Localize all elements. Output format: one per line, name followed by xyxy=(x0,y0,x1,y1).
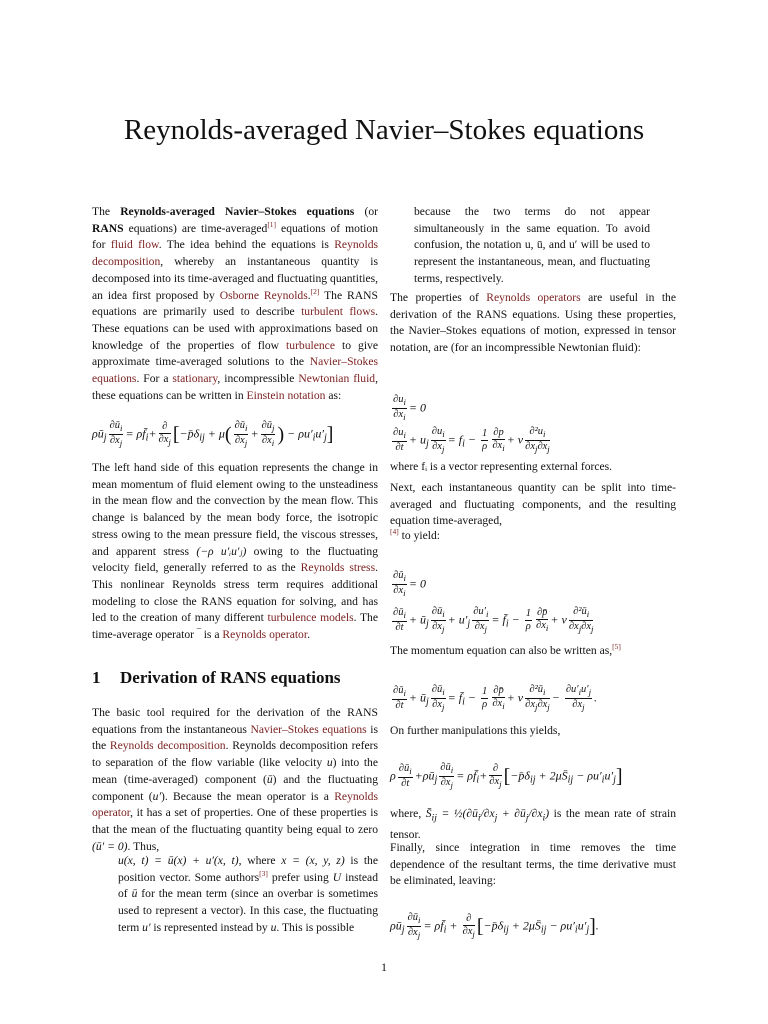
link-reynolds-operator-2[interactable]: Reynolds operator xyxy=(92,789,378,820)
citation-5[interactable]: [5] xyxy=(612,642,621,652)
steady-rans-equation: $\rho ū_j$ $\frac{\partial ū_i}{\partial x_j}$ = $\rho f̄_i$ + $\frac{\partial}{\partial x_j}$ [$-p̄\delta_{ij}$ + $2\mu S̄_{ij} - \rho u'_iu'_j$]. xyxy=(390,912,599,941)
strain-form-equation: ρ $\frac{\partial ū_i}{\partial t}$ $+\rho ū_j$ $\frac{\partial ū_i}{\partial x_j}$ = $\rho f̄_i+$ $\frac{\partial}{\partial x_j}$ [$-p̄\delta_{ij}$ + $2\mu S̄_{ij} - \rho u'_iu'_j$] xyxy=(390,762,623,791)
citation-3[interactable]: [3] xyxy=(259,868,268,878)
link-reynolds-stress[interactable]: Reynolds stress xyxy=(300,561,376,575)
link-navier-stokes[interactable]: Navier–Stokes equations xyxy=(92,355,378,386)
continuity-equation: $\frac{\partial u_i}{\partial x_i}$ = 0 xyxy=(393,394,426,423)
link-einstein-notation[interactable]: Einstein notation xyxy=(246,388,326,402)
link-newtonian-fluid[interactable]: Newtonian fluid xyxy=(298,372,376,386)
term-rans-full: Reynolds-averaged Navier–Stokes equations xyxy=(120,205,355,218)
mean-continuity-equation: $\frac{\partial ū_i}{\partial x_i}$ = 0 xyxy=(393,570,426,599)
link-turbulent-flows[interactable]: turbulent flows xyxy=(301,305,376,319)
section-heading xyxy=(92,668,341,688)
intro-paragraph: The Reynolds-averaged Navier–Stokes equations (or RANS equations) are time-averaged[1] equations of motion for fluid flow. The idea behind the equations is Reynolds decomposition, whereby an instantaneous quantity is decomposed into its time-averaged and fluctuating quantities, an idea first proposed by Osborne Reynolds.[2] The RANS equations are primarily used to describe turbulent flows. These equations can be used with approximations based on knowledge of the properties of flow turbulence to give approximate time-averaged solutions to the Navier–Stokes equations. For a stationary, incompressible Newtonian fluid, these equations can be written in Einstein notation as: xyxy=(92,205,379,402)
strain-definition-text: where, $S̄_{ij}$ = $\frac{1}{2}(\partial ū_i/\partial x_j$ + $\partial ū_j/\partial x_i$) is the mean rate of strain tensor. xyxy=(390,807,677,842)
momentum-rewrite-text: The momentum equation can also be written as,[5] xyxy=(390,642,621,657)
to-yield-text: [4] to yield: xyxy=(390,527,440,542)
rans-equation: $\rho ū_j$ $\frac{\partial ū_i}{\partial x_j}$ = $\rho f̄_i+$ $\frac{\partial}{\partial x_j}$ [$-p̄\delta_{ij} + \mu$( $\frac{\partial ū_i}{\partial x_j}$ + $\frac{\partial ū_j}{\partial x_i}$ ) − $\rho u'_iu'_j$] xyxy=(92,420,334,449)
properties-paragraph: The properties of Reynolds operators are useful in the derivation of the RANS equations. Using these properties, the Navier–Stokes equations of motion, expressed in tensor notation, are (for an incompressible Newtonian fluid): xyxy=(390,291,676,355)
decomposition-paragraph: u(x, t) = ū(x) + u′(x, t), where x = (x, y, z) is the position vector. Some authors[3] prefer using U instead of ū for the mean term (since an overbar is sometimes used to represent a vector). In this case, the fluctuating term u′ is represented instead by u. This is possible xyxy=(118,854,378,934)
citation-2[interactable]: [2] xyxy=(310,286,320,296)
page-number: 1 xyxy=(381,960,387,974)
mean-momentum-equation: $\frac{\partial ū_i}{\partial t}$ + $ū_j$ $\frac{\partial ū_i}{\partial x_j}$ + $u'_j$ $\frac{\partial u'_i}{\partial x_j}$ = $f̄_i$ − $\frac{1}{\rho}$ $\frac{\partial p̄}{\partial x_i}$ + ν $\frac{\partial^2ū_i}{\partial x_j\partial x_j}$ xyxy=(393,606,594,635)
lhs-explanation-paragraph: The left hand side of this equation represents the change in mean momentum of fluid element owing to the unsteadiness in the mean flow and the convection by the mean flow. This change is balanced by the mean body force, the isotropic stress owing to the mean pressure field, the viscous stresses, and apparent stress (−ρ u′ᵢu′ⱼ) owing to the fluctuating velocity field, generally referred to as the Reynolds stress. This nonlinear Reynolds stress term requires additional modeling to close the RANS equation for solving, and has led to the creation of many different turbulence models. The time-average operator ‾ is a Reynolds operator. xyxy=(92,461,379,642)
strain-tensor-formula: $S̄_{ij}$ = $\frac{1}{2}(\partial ū_i/\partial x_j$ + $\partial ū_j/\partial x_i$) xyxy=(425,807,550,824)
apparent-stress-math: (−ρ u′ᵢu′ⱼ) xyxy=(196,544,247,558)
notation-paragraph: because the two terms do not appear simultaneously in the same equation. To avoid confusion, the notation u, ū, and u′ will be used to represent the instantaneous, mean, and fluctuating terms, respectively. xyxy=(414,205,650,285)
link-reynolds-decomposition[interactable]: Reynolds decomposition xyxy=(92,238,379,269)
section-title: Derivation of RANS equations xyxy=(120,668,341,687)
further-manipulation-text: On further manipulations this yields, xyxy=(390,724,561,737)
link-turbulence-models[interactable]: turbulence models xyxy=(267,611,354,625)
citation-4[interactable]: [4] xyxy=(390,527,399,537)
section-number: 1 xyxy=(92,668,101,687)
momentum-alt-equation: $\frac{\partial ū_i}{\partial t}$ + $ū_j$ $\frac{\partial ū_i}{\partial x_j}$ = $f̄_i$ − $\frac{1}{\rho}$ $\frac{\partial p̄}{\partial x_i}$ + ν $\frac{\partial^2ū_i}{\partial x_j\partial x_j}$ − $\frac{\partial u'_iu'_j}{\partial x_j}$ . xyxy=(393,684,598,713)
link-fluid-flow[interactable]: fluid flow xyxy=(110,238,159,252)
navier-stokes-equation: $\frac{\partial u_i}{\partial t}$ + $u_j$ $\frac{\partial u_i}{\partial x_j}$ = $f_i$ − $\frac{1}{\rho}$ $\frac{\partial p}{\partial x_i}$ + ν $\frac{\partial^2u_i}{\partial x_j\partial x_j}$ xyxy=(393,426,550,455)
derivation-paragraph: The basic tool required for the derivation of the RANS equations from the instantaneous Navier–Stokes equations is the Reynolds decomposition. Reynolds decomposition refers to separation of the flow variable (like velocity u) into the mean (time-averaged) component (ū) and the fluctuating component (u′). Because the mean operator is a Reynolds operator, it has a set of properties. One of these properties is that the mean of the fluctuating quantity being equal to zero (ū′ = 0). Thus, xyxy=(92,706,379,853)
link-turbulence[interactable]: turbulence xyxy=(286,338,335,352)
link-reynolds-operators[interactable]: Reynolds operators xyxy=(486,291,581,304)
link-reynolds-decomposition-2[interactable]: Reynolds decomposition xyxy=(109,739,226,753)
decomposition-formula: u(x, t) = ū(x) + u′(x, t) xyxy=(118,854,239,867)
external-forces-text: where fᵢ is a vector representing external forces. xyxy=(390,460,613,473)
page-title: Reynolds-averaged Navier–Stokes equations xyxy=(123,114,645,146)
link-stationary[interactable]: stationary xyxy=(172,372,218,386)
link-navier-stokes-2[interactable]: Navier–Stokes equations xyxy=(250,722,367,736)
link-osborne-reynolds[interactable]: Osborne Reynolds xyxy=(219,288,308,302)
citation-1[interactable]: [1] xyxy=(267,219,277,229)
overbar-operator: ‾ xyxy=(196,628,201,642)
term-rans: RANS xyxy=(92,221,124,235)
link-reynolds-operator[interactable]: Reynolds operator xyxy=(222,628,308,642)
finally-paragraph: Finally, since integration in time removes the time dependence of the resultant terms, the time derivative must be eliminated, leaving: xyxy=(390,841,676,888)
split-paragraph: Next, each instantaneous quantity can be split into time-averaged and fluctuating components, and the resulting equation time-averaged, xyxy=(390,481,676,528)
